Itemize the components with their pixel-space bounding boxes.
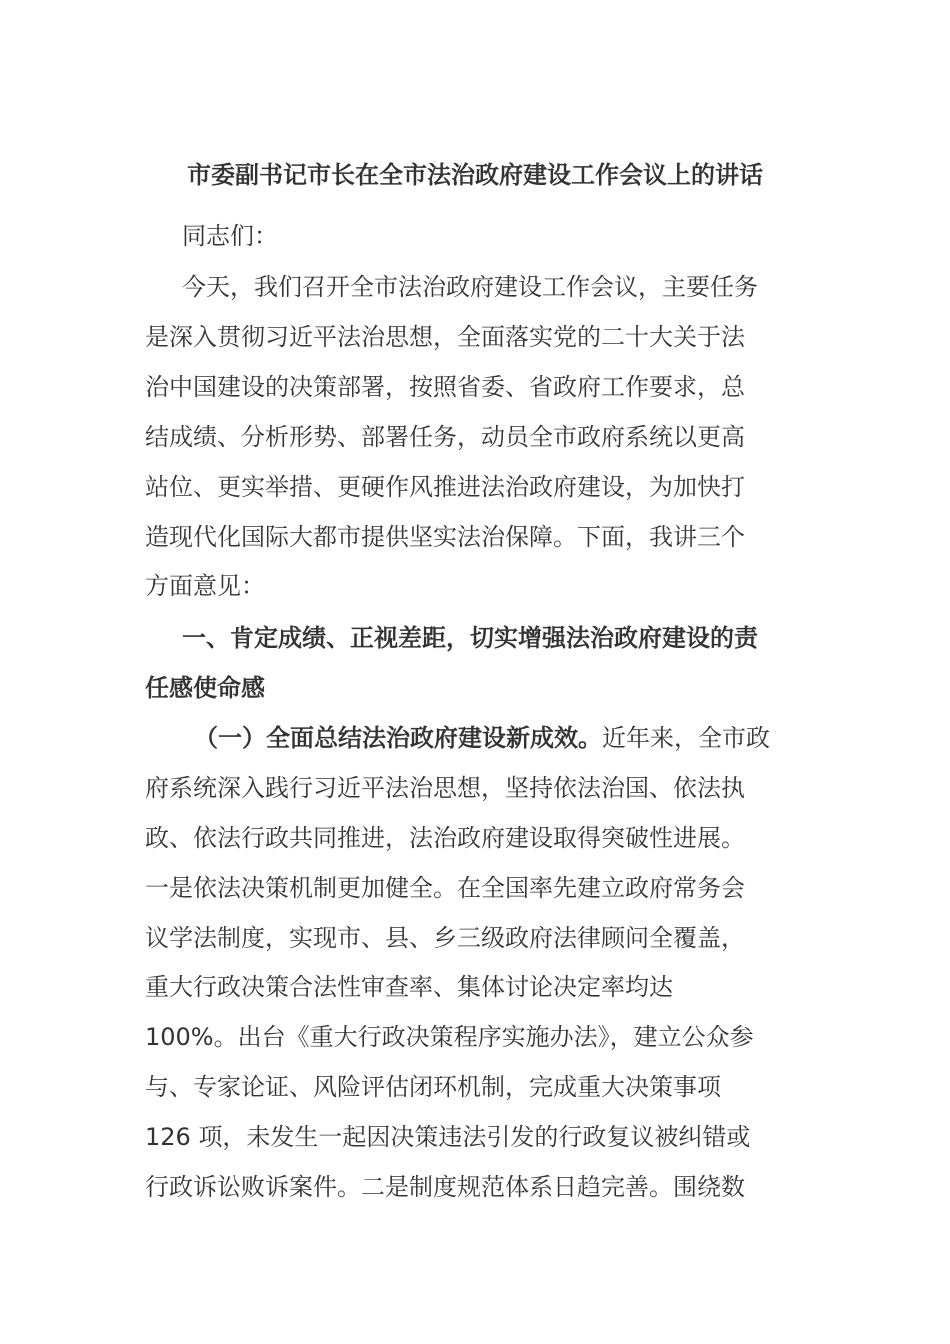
body-line: 政、依法行政共同推进，法治政府建设取得突破性进展。 [145,824,745,852]
body-line: 行政诉讼败诉案件。二是制度规范体系日趋完善。围绕数 [145,1173,745,1201]
intro-line: 造现代化国际大都市提供坚实法治保障。下面，我讲三个 [145,523,745,551]
body-line: 100%。出台《重大行政决策程序实施办法》，建立公众参 [145,1023,754,1051]
subsection-lead-text: 近年来，全市政 [602,724,770,752]
section-heading: 任感使命感 [145,674,265,702]
intro-line: 是深入贯彻习近平法治思想，全面落实党的二十大关于法 [145,323,745,351]
body-line: 重大行政决策合法性审查率、集体讨论决定率均达 [145,973,673,1001]
intro-line: 结成绩、分析形势、部署任务，动员全市政府系统以更高 [145,423,745,451]
intro-line: 治中国建设的决策部署，按照省委、省政府工作要求，总 [145,373,745,401]
body-line: 议学法制度，实现市、县、乡三级政府法律顾问全覆盖， [145,924,745,952]
document-title: 市委副书记市长在全市法治政府建设工作会议上的讲话 [187,161,763,189]
section-heading: 一、肯定成绩、正视差距，切实增强法治政府建设的责 [182,624,758,652]
subsection-lead-line [194,718,770,758]
subsection-heading: （一）全面总结法治政府建设新成效。 [194,724,602,752]
intro-line: 今天，我们召开全市法治政府建设工作会议，主要任务 [182,273,758,301]
intro-line: 站位、更实举措、更硬作风推进法治政府建设，为加快打 [145,473,745,501]
body-line: 府系统深入践行习近平法治思想，坚持依法治国、依法执 [145,774,745,802]
body-line: 与、专家论证、风险评估闭环机制，完成重大决策事项 [145,1073,721,1101]
body-line: 一是依法决策机制更加健全。在全国率先建立政府常务会 [145,874,745,902]
body-line: 126 项，未发生一起因决策违法引发的行政复议被纠错或 [145,1123,751,1151]
greeting: 同志们： [182,222,278,250]
intro-line: 方面意见： [145,572,265,600]
